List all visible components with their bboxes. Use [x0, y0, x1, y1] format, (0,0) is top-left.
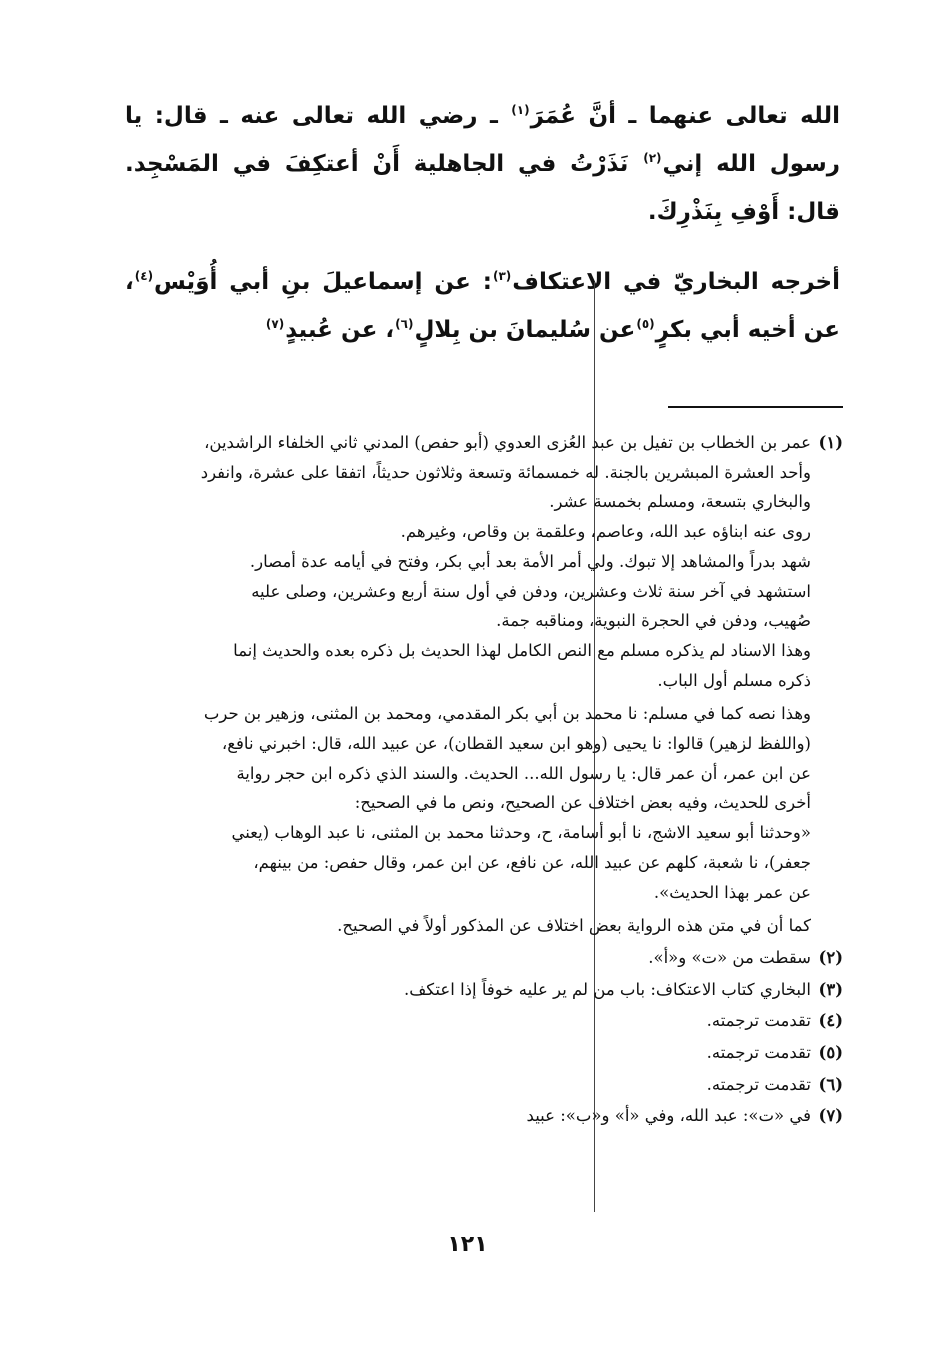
footnote-ref-5[interactable]: (٥)	[636, 317, 655, 332]
footnote-line: وهذا نصه كما في مسلم: نا محمد بن أبي بكر المقدمي، ومحمد بن المثنى، وزهير بن حرب	[203, 704, 811, 724]
footnote-line: ذكره مسلم أول الباب.	[657, 670, 811, 690]
main-text-segment: : عن إسماعيلَ بنِ أبي أُوَيْس	[154, 269, 492, 295]
footnote-number: (٢)	[818, 947, 843, 967]
footnote-line: شهد بدراً والمشاهد إلا تبوك. ولي أمر الأمة بعد أبي بكر، وفتح في أيامه عدة أمصار.	[249, 551, 811, 571]
footnote-ref-2[interactable]: (٢)	[643, 151, 662, 166]
footnote-line: والبخاري بتسعة، ومسلم بخمسة عشر.	[549, 492, 811, 512]
footnote-line: وأحد العشرة المبشرين بالجنة. له خمسمائة وتسعة وثلاثون حديثاً، اتفقا على عشرة، وانفرد	[200, 462, 811, 482]
footnote-1	[118, 428, 843, 941]
footnote-text: تقدمت ترجمته.	[706, 1043, 811, 1063]
footnote-ref-4[interactable]: (٤)	[134, 269, 154, 284]
footnote-ref-3[interactable]: (٣)	[492, 269, 512, 284]
footnote-line: كما أن في متن هذه الرواية بعض اختلاف عن المذكور أولاً في الصحيح.	[337, 916, 811, 936]
footnote-line: عمر بن الخطاب بن تفيل بن عبد العُزى العدوي (أبو حفص) المدني ثاني الخلفاء الراشدين،	[204, 433, 811, 452]
footnote-line: روى عنه ابناؤه عبد الله، وعاصم، وعلقمة بن وقاص، وغيرهم.	[400, 522, 811, 542]
footnote-number: (١)	[818, 433, 843, 452]
main-paragraph-2	[125, 258, 840, 354]
footnote-number: (٤)	[818, 1011, 843, 1031]
footnote-ref-6[interactable]: (٦)	[395, 317, 414, 332]
footnote-text: في «ت»: عبد الله، وفي «أ» و«ب»: عبيد	[526, 1106, 811, 1126]
main-text-segment: ـ رضي الله تعالى عنه ـ قال: يا رسول الله إني	[125, 103, 840, 177]
footnote-text: تقدمت ترجمته.	[706, 1074, 811, 1094]
footnote-6	[118, 1070, 843, 1100]
footnote-ref-7[interactable]: (٧)	[265, 317, 285, 332]
footnote-text: البخاري كتاب الاعتكاف: باب من لم ير عليه خوفاً إذا اعتكف.	[403, 979, 811, 999]
main-text-segment: عن سُليمانَ بن بِلالٍ	[414, 317, 636, 343]
main-text-segment: أخرجه البخاريّ في الاعتكاف	[512, 269, 840, 295]
main-text	[125, 92, 840, 354]
footnote-ref-1[interactable]: (١)	[511, 103, 530, 118]
main-text-segment: ، عن عُبيدٍ	[285, 317, 395, 343]
footnote-line: عن ابن عمر، أن عمر قال: يا رسول الله... الحديث. والسند الذي ذكره ابن حجر رواية	[236, 763, 811, 783]
footnote-line: استشهد في آخر سنة ثلاث وعشرين، ودفن في أول سنة أربع وعشرين، وصلى عليه	[251, 581, 811, 601]
footnote-number: (٦)	[818, 1074, 843, 1094]
footnote-4	[118, 1006, 843, 1036]
footnote-line: عن عمر بهذا الحديث».	[653, 882, 811, 902]
main-paragraph-1	[125, 92, 840, 236]
footnote-2	[118, 943, 843, 973]
main-text-segment: الله تعالى عنهما ـ أنَّ عُمَرَ	[530, 103, 840, 129]
footnote-separator	[668, 406, 843, 408]
footnote-5	[118, 1038, 843, 1068]
main-text-segment: نَذَرْتُ في الجاهلية أَنْ أعتكِفَ في المَسْجِد. قال: أَوْفِ بِنَذْرِكَ.	[125, 151, 840, 225]
footnote-3	[118, 975, 843, 1005]
footnote-line: جعفر)، نا شعبة، كلهم عن عبيد الله، عن نافع، عن ابن عمر، وقال حفص: من بينهم،	[253, 852, 811, 872]
footnote-number: (٥)	[818, 1043, 843, 1063]
footnote-7	[118, 1101, 843, 1131]
footnote-text: تقدمت ترجمته.	[706, 1011, 811, 1031]
footnote-number: (٣)	[818, 979, 843, 999]
footnote-number: (٧)	[818, 1106, 843, 1126]
footnote-line: وهذا الاسناد لم يذكره مسلم مع النص الكامل لهذا الحديث بل ذكره بعده والحديث إنما	[233, 640, 811, 660]
page-number: ١٢١	[447, 1232, 488, 1257]
footnote-line: (واللفظ لزهير) قالوا: نا يحيى (وهو ابن سعيد القطان)، عن عبيد الله، قال: اخبرني نافع،	[221, 734, 811, 754]
footnotes	[118, 428, 843, 1131]
footnote-line: «وحدثنا أبو سعيد الاشج، نا أبو أسامة، ح، وحدثنا محمد بن المثنى، نا عبد الوهاب (يعني	[231, 823, 811, 843]
footnote-text: سقطت من «ت» و«أ».	[648, 947, 811, 967]
main-text-segment: ، عن أخيه أبي بكرٍ	[125, 269, 840, 343]
footnote-line: صُهيب، ودفن في الحجرة النبوية، ومناقبه جمة.	[496, 611, 811, 631]
footnote-line: أخرى للحديث، وفيه بعض اختلاف عن الصحيح، ونص ما في الصحيح:	[354, 793, 811, 813]
